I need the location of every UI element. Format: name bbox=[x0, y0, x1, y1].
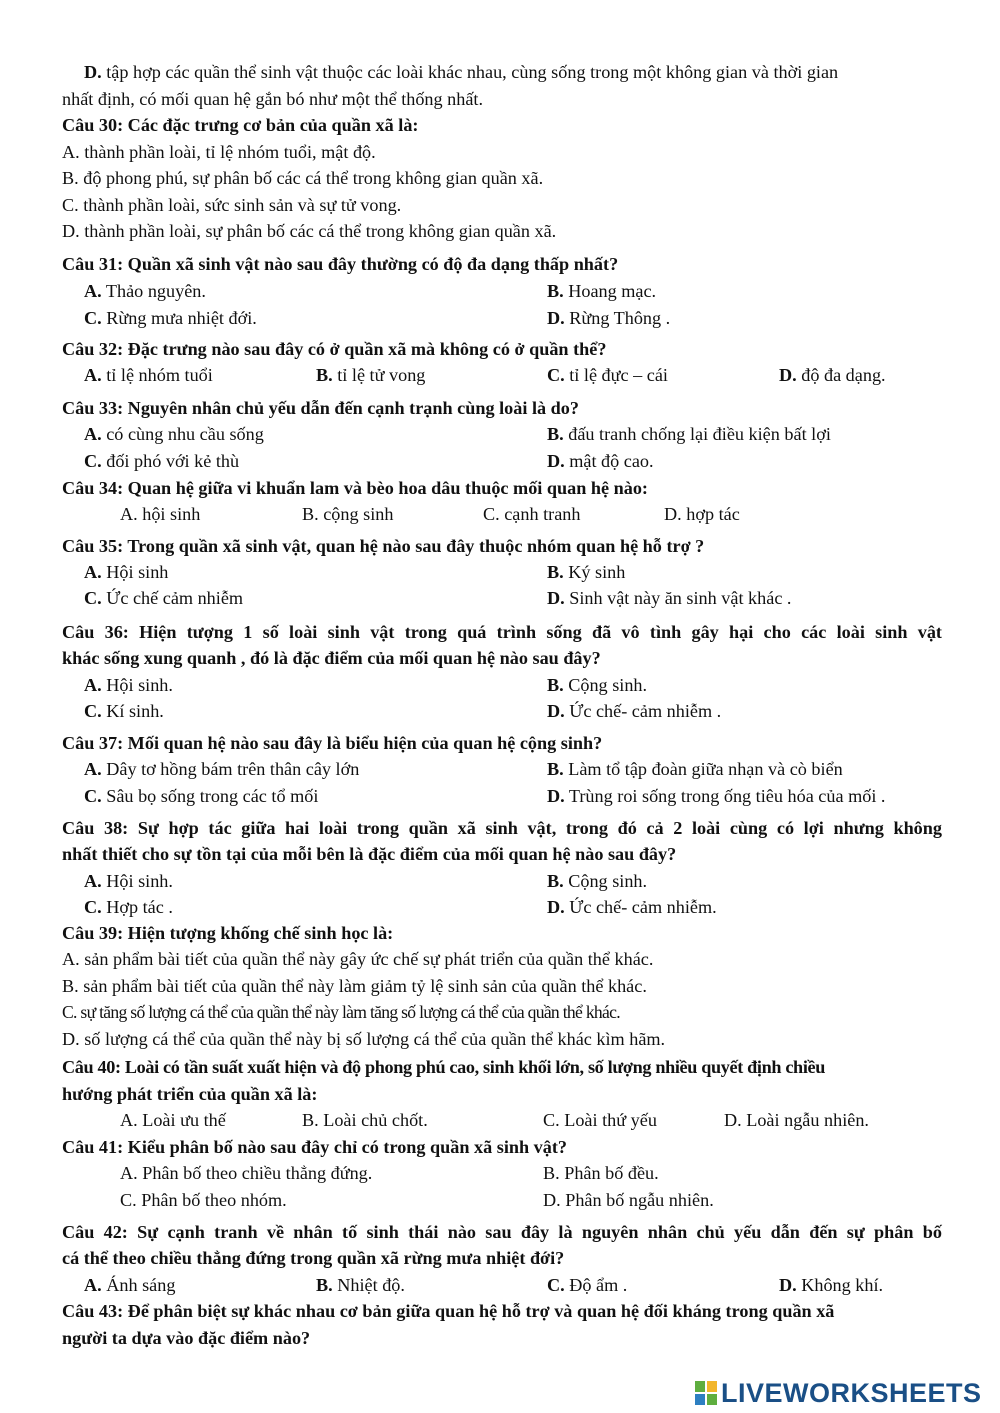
q34-option-a: A. hội sinh bbox=[120, 504, 201, 524]
q36-title-cont: khác sống xung quanh , đó là đặc điểm của mối quan hệ nào sau đây? bbox=[62, 648, 601, 668]
q40-title: Câu 40: Loài có tần suất xuất hiện và độ phong phú cao, sinh khối lớn, số lượng nhiều quyết định chiều bbox=[62, 1057, 826, 1077]
q41-option-a: A. Phân bố theo chiều thẳng đứng. bbox=[120, 1163, 373, 1183]
q33-option-d: D. mật độ cao. bbox=[547, 451, 654, 471]
q42-option-d: D. Không khí. bbox=[779, 1275, 884, 1295]
q39-option-c: C. sự tăng số lượng cá thể của quần thể này làm tăng số lượng cá thể của quần thể khác. bbox=[62, 1002, 620, 1022]
q41-title: Câu 41: Kiểu phân bố nào sau đây chỉ có trong quần xã sinh vật? bbox=[62, 1137, 568, 1157]
q37-option-c: C. Sâu bọ sống trong các tổ mối bbox=[84, 786, 319, 806]
q35-option-d: D. Sinh vật này ăn sinh vật khác . bbox=[547, 588, 792, 608]
q38-option-c: C. Hợp tác . bbox=[84, 897, 173, 917]
q38-option-b: B. Cộng sinh. bbox=[547, 871, 648, 891]
q30-title: Câu 30: Các đặc trưng cơ bản của quần xã là: bbox=[62, 115, 419, 135]
q30-option-a: A. thành phần loài, tỉ lệ nhóm tuổi, mật độ. bbox=[62, 142, 376, 162]
q30-option-c: C. thành phần loài, sức sinh sản và sự tử vong. bbox=[62, 195, 402, 215]
q33-option-c: C. đối phó với kẻ thù bbox=[84, 451, 240, 471]
q29-option-d-cont: nhất định, có mối quan hệ gắn bó như một thể thống nhất. bbox=[62, 89, 484, 109]
q36-option-a: A. Hội sinh. bbox=[84, 675, 173, 695]
q32-option-b: B. tỉ lệ tử vong bbox=[316, 365, 426, 385]
q32-title: Câu 32: Đặc trưng nào sau đây có ở quần xã mà không có ở quần thể? bbox=[62, 339, 607, 359]
q35-option-b: B. Ký sinh bbox=[547, 562, 626, 582]
q32-option-a: A. tỉ lệ nhóm tuổi bbox=[84, 365, 213, 385]
liveworksheets-logo[interactable] bbox=[695, 1378, 982, 1408]
q35-option-a: A. Hội sinh bbox=[84, 562, 169, 582]
q38-option-a: A. Hội sinh. bbox=[84, 871, 173, 891]
q34-option-d: D. hợp tác bbox=[664, 504, 740, 524]
q31-option-b: B. Hoang mạc. bbox=[547, 281, 657, 301]
q36-option-c: C. Kí sinh. bbox=[84, 701, 164, 721]
q40-option-a: A. Loài ưu thế bbox=[120, 1110, 226, 1130]
q38-title-cont: nhất thiết cho sự tồn tại của mỗi bên là đặc điểm của mối quan hệ nào sau đây? bbox=[62, 844, 677, 864]
q39-option-b: B. sản phẩm bài tiết của quần thể này làm giảm tỷ lệ sinh sản của quần thể khác. bbox=[62, 976, 647, 996]
q41-option-c: C. Phân bố theo nhóm. bbox=[120, 1190, 287, 1210]
q40-option-c: C. Loài thứ yếu bbox=[543, 1110, 657, 1130]
q32-option-d: D. độ đa dạng. bbox=[779, 365, 886, 385]
q39-option-a: A. sản phẩm bài tiết của quần thể này gây ức chế sự phát triển của quần thể khác. bbox=[62, 949, 654, 969]
q37-option-b: B. Làm tổ tập đoàn giữa nhạn và cò biển bbox=[547, 759, 843, 779]
q33-option-b: B. đấu tranh chống lại điều kiện bất lợi bbox=[547, 424, 831, 444]
q40-title-cont: hướng phát triển của quần xã là: bbox=[62, 1084, 318, 1104]
q31-option-d: D. Rừng Thông . bbox=[547, 308, 671, 328]
q37-option-d: D. Trùng roi sống trong ống tiêu hóa của mối . bbox=[547, 786, 886, 806]
liveworksheets-logo-text: LIVEWORKSHEETS bbox=[721, 1377, 982, 1408]
q40-option-d: D. Loài ngẫu nhiên. bbox=[724, 1110, 869, 1130]
liveworksheets-logo-icon bbox=[695, 1381, 717, 1405]
q41-option-b: B. Phân bố đều. bbox=[543, 1163, 659, 1183]
q36-title: Câu 36: Hiện tượng 1 số loài sinh vật trong quá trình sống đã vô tình gây hại cho các loài sinh vật bbox=[62, 622, 942, 642]
q37-title: Câu 37: Mối quan hệ nào sau đây là biểu hiện của quan hệ cộng sinh? bbox=[62, 733, 603, 753]
q38-option-d: D. Ức chế- cảm nhiễm. bbox=[547, 897, 717, 917]
q33-title: Câu 33: Nguyên nhân chủ yếu dẫn đến cạnh trạnh cùng loài là do? bbox=[62, 398, 579, 418]
q42-option-a: A. Ánh sáng bbox=[84, 1275, 176, 1295]
q34-option-b: B. cộng sinh bbox=[302, 504, 394, 524]
q42-title-cont: cá thể theo chiều thẳng đứng trong quần xã rừng mưa nhiệt đới? bbox=[62, 1248, 565, 1268]
q42-option-c: C. Độ ẩm . bbox=[547, 1275, 628, 1295]
q31-title: Câu 31: Quần xã sinh vật nào sau đây thường có độ đa dạng thấp nhất? bbox=[62, 254, 619, 274]
q35-option-c: C. Ức chế cảm nhiễm bbox=[84, 588, 244, 608]
q30-option-b: B. độ phong phú, sự phân bố các cá thể trong không gian quần xã. bbox=[62, 168, 544, 188]
q42-option-b: B. Nhiệt độ. bbox=[316, 1275, 405, 1295]
q40-option-b: B. Loài chủ chốt. bbox=[302, 1110, 428, 1130]
q34-option-c: C. cạnh tranh bbox=[483, 504, 581, 524]
q30-option-d: D. thành phần loài, sự phân bố các cá thể trong không gian quần xã. bbox=[62, 221, 557, 241]
q39-title: Câu 39: Hiện tượng khống chế sinh học là: bbox=[62, 923, 394, 943]
q37-option-a: A. Dây tơ hồng bám trên thân cây lớn bbox=[84, 759, 360, 779]
q43-title: Câu 43: Để phân biệt sự khác nhau cơ bản giữa quan hệ hỗ trợ và quan hệ đối kháng trong quần xã bbox=[62, 1301, 835, 1321]
q43-title-cont: người ta dựa vào đặc điểm nào? bbox=[62, 1328, 311, 1348]
q41-option-d: D. Phân bố ngẫu nhiên. bbox=[543, 1190, 714, 1210]
q42-title: Câu 42: Sự cạnh tranh về nhân tố sinh thái nào sau đây là nguyên nhân chủ yếu dẫn đến sự phân bố bbox=[62, 1222, 942, 1242]
q31-option-c: C. Rừng mưa nhiệt đới. bbox=[84, 308, 257, 328]
q34-title: Câu 34: Quan hệ giữa vi khuẩn lam và bèo hoa dâu thuộc mối quan hệ nào: bbox=[62, 478, 648, 498]
q33-option-a: A. có cùng nhu cầu sống bbox=[84, 424, 264, 444]
q32-option-c: C. tỉ lệ đực – cái bbox=[547, 365, 668, 385]
q36-option-b: B. Cộng sinh. bbox=[547, 675, 648, 695]
q39-option-d: D. số lượng cá thể của quần thể này bị số lượng cá thể của quần thể khác kìm hãm. bbox=[62, 1029, 666, 1049]
q38-title: Câu 38: Sự hợp tác giữa hai loài trong quần xã sinh vật, trong đó cả 2 loài cùng có lợi nhưng không bbox=[62, 818, 942, 838]
q35-title: Câu 35: Trong quần xã sinh vật, quan hệ nào sau đây thuộc nhóm quan hệ hỗ trợ ? bbox=[62, 536, 705, 556]
q36-option-d: D. Ức chế- cảm nhiễm . bbox=[547, 701, 722, 721]
q31-option-a: A. Thảo nguyên. bbox=[84, 281, 206, 301]
q29-option-d: D. tập hợp các quần thể sinh vật thuộc các loài khác nhau, cùng sống trong một không gian và thời gian bbox=[84, 62, 839, 82]
